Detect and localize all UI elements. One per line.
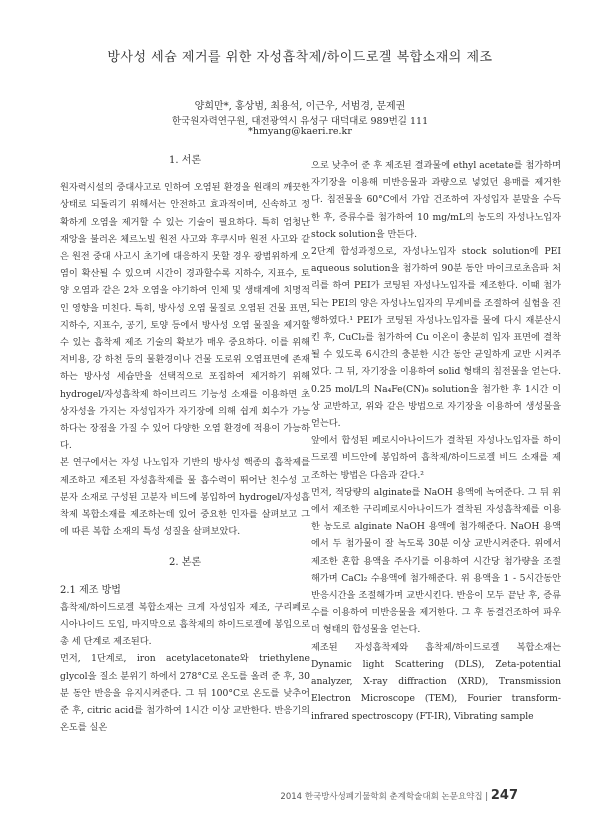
affiliation: 한국원자력연구원, 대전광역시 유성구 대덕대로 989번길 111 xyxy=(171,116,429,127)
paper-title: 방사성 세슘 제거를 위한 자성흡착제/하이드로겔 복합소재의 제조 xyxy=(107,50,493,65)
body-paragraph: 본 연구에서는 자성 나노입자 기반의 방사성 핵종의 흡착제를 제조하고 제조된 자성흡착제를 물 흡수력이 뛰어난 친수성 고분자 소재로 구성된 고분자 비드에 봉입하여 hydrogel/자성흡착제 복합소재를 제조하는데 있어 중요한 인자를 살펴보고 그 에 따른 복합 소재의 특성 성질을 살펴보았다. xyxy=(60,457,310,538)
author-list: 양희만*, 홍상범, 최용석, 이근우, 서범경, 문제권 xyxy=(194,101,406,112)
body-paragraph: 제조된 자성흡착제와 흡착제/하이드로겔 복합소재는 Dynamic light Scattering (DLS), Zeta-potential analyzer, X-ray diffraction (XRD), Transmission Electron Microscope (TEM), Fourier transform-infrared spectroscopy (FT-IR), Vibrating sample xyxy=(311,641,561,722)
right-column xyxy=(311,157,561,725)
body-paragraph: 먼저, 적당량의 alginate를 NaOH 용액에 녹여준다. 그 뒤 위에서 제조한 구리페로시아나이드가 결착된 자성흡착제를 이용한 농도로 alginate NaOH 용액에 첨가해준다. NaOH 용액에서 두 첨가물이 잘 녹도록 30분 이상 교반시켜준다. 위에서 제조한 혼합 용액을 주사기를 이용하여 시간당 첨가량을 조절해가며 CaCl₂ 수용액에 첨가해준다. 위 용액을 1 - 5시간동안 반응시간을 조절해가며 교반시킨다. 반응이 모두 끝난 후, 증류수를 이용하여 미반응물을 제거한다. 그 후 동결건조하여 파우더 형태의 합성물을 얻는다. xyxy=(311,486,561,636)
subsection-heading-methods: 2.1 제조 방법 xyxy=(60,584,121,596)
left-column xyxy=(60,152,310,737)
body-paragraph: 흡착제/하이드로겔 복합소재는 크게 자성입자 제조, 구리페로시아나이드 도입, 마지막으로 흡착제의 하이드로겔에 봉입으로 총 세 단계로 제조된다. xyxy=(60,601,310,648)
body-paragraph: 원자력시설의 중대사고로 인하여 오염된 환경을 원래의 깨끗한 상태로 되돌리기 위해서는 안전하고 효과적이며, 신속하고 정확하게 오염을 제거할 수 있는 기술이 필요하다. 특히 엄청난 재앙을 불러온 체르노빌 원전 사고와 후쿠시마 원전 사고와 같은 원전 중대 사고시 초기에 대응하지 못할 경우 광범위하게 오염이 확산될 수 있으며 시간이 경과할수록 지하수, 지표수, 토양 오염과 같은 2차 오염을 야기하여 인체 및 생태계에 치명적인 영향을 미친다. 특히, 방사성 오염 물질로 오염된 건물 표면, 지하수, 지표수, 공기, 토양 등에서 방사성 오염 물질을 제거할 수 있는 흡착제 제조 기술의 확보가 매우 중요하다. 이를 위해 저비용, 강 하천 등의 물환경이나 건물 도로위 오염표면에 존재하는 방사성 세슘만을 선택적으로 포집하여 제거하기 위해 hydrogel/자성흡착제 하이브리드 기능성 소재를 이용하면 초상자성을 가지는 자성입자가 자기장에 의해 쉽게 회수가 가능하다는 장점을 가질 수 있어 다양한 오염 환경에 적용이 가능하다. xyxy=(60,182,310,452)
corresponding-email: *hmyang@kaeri.re.kr xyxy=(248,126,352,137)
footer-proceedings-title: 2014 한국방사성폐기물학회 춘계학술대회 논문요약집 xyxy=(280,792,483,802)
body-paragraph: 2단계 합성과정으로, 자성나노입자 stock solution에 PEI aqueous solution을 첨가하여 90분 동안 마이크로초음파 처리를 하여 PEI가 코팅된 자성나노입자를 제조한다. 이때 첨가되는 PEI의 양은 자성나노입자의 무게비를 조절하여 실험을 진행하였다.¹ PEI가 코팅된 자성나노입자를 물에 다시 재분산시킨 후, CuCl₂를 첨가하여 Cu 이온이 충분히 입자 표면에 결착될 수 있도록 6시간의 충분한 시간 동안 균일하게 교반 시켜주었다. 그 뒤, 자기장을 이용하여 solid 형태의 침전물을 얻는다. 0.25 mol/L의 Na₄Fe(CN)₆ solution을 첨가한 후 1시간 이상 교반하고, 위와 같은 방법으로 자기장을 이용하여 생성물을 얻는다. xyxy=(311,246,561,430)
body-paragraph: 으로 낮추어 준 후 제조된 결과물에 ethyl acetate를 첨가하며 자기장을 이용해 미반응물과 과량으로 넣었던 용매를 제거한다. 침전물을 60°C에서 가압 건조하여 자성입자 분말을 수득한 후, 증류수를 첨가하여 10 mg/mL의 농도의 자성나노입자 stock solution을 만든다. xyxy=(311,160,561,240)
page-footer xyxy=(280,788,518,803)
page-number: 247 xyxy=(490,788,518,803)
body-paragraph: 앞에서 합성된 페로시아나이드가 결착된 자성나노입자를 하이드로겔 비드안에 봉입하여 흡착제/하이드로겔 비드 소재를 제조하는 방법은 다음과 같다.² xyxy=(311,435,561,481)
section-heading-introduction: 1. 서론 xyxy=(168,155,202,166)
footer-separator: | xyxy=(485,792,489,802)
body-paragraph: 먼저, 1단계로, iron acetylacetonate와 triethylene glycol을 질소 분위기 하에서 278°C로 온도를 올려 준 후, 30분 동안 반응을 유지시켜준다. 그 뒤 100°C로 온도를 낮추어 준 후, citric acid를 첨가하여 1시간 이상 교반한다. 반응기의 온도를 실온 xyxy=(60,653,310,734)
section-heading-main: 2. 본론 xyxy=(168,557,202,569)
